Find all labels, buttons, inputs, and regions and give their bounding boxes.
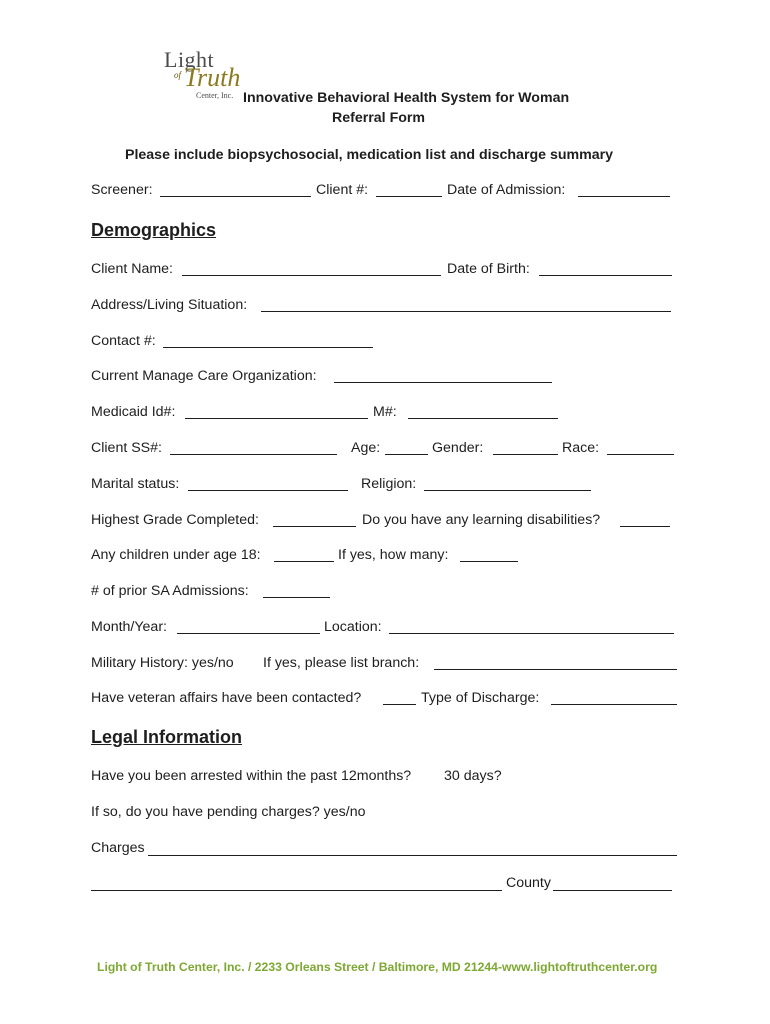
m-number-field[interactable] <box>408 418 558 419</box>
disabilities-field[interactable] <box>620 526 670 527</box>
organization-logo <box>160 45 244 105</box>
county-field[interactable] <box>553 890 672 891</box>
logo-text-truth: Truth <box>184 63 241 92</box>
children-label: Any children under age 18: <box>91 547 261 563</box>
month-year-label: Month/Year: <box>91 619 167 635</box>
month-year-field[interactable] <box>177 633 320 634</box>
screener-label: Screener: <box>91 182 153 198</box>
branch-field[interactable] <box>434 669 677 670</box>
race-field[interactable] <box>607 454 674 455</box>
children-field[interactable] <box>274 561 334 562</box>
admission-date-label: Date of Admission: <box>447 182 566 198</box>
marital-field[interactable] <box>188 490 348 491</box>
discharge-field[interactable] <box>551 704 677 705</box>
logo-text-center: Center, Inc. <box>196 91 234 100</box>
dob-label: Date of Birth: <box>447 261 530 277</box>
age-field[interactable] <box>385 454 428 455</box>
pending-charges-label: If so, do you have pending charges? yes/no <box>91 804 366 820</box>
contact-field[interactable] <box>163 347 373 348</box>
client-number-label: Client #: <box>316 182 369 198</box>
location-field[interactable] <box>389 633 674 634</box>
client-name-field[interactable] <box>182 275 441 276</box>
client-number-field[interactable] <box>376 196 442 197</box>
arrested-label: Have you been arrested within the past 12months? <box>91 768 412 784</box>
charges-label: Charges <box>91 840 145 856</box>
legal-heading: Legal Information <box>91 727 243 747</box>
form-subtitle: Referral Form <box>332 110 426 126</box>
gender-label: Gender: <box>432 440 484 456</box>
ssn-field[interactable] <box>170 454 337 455</box>
thirty-days-label: 30 days? <box>444 768 502 784</box>
logo-text-light: Light <box>164 47 215 72</box>
dob-field[interactable] <box>539 275 672 276</box>
how-many-field[interactable] <box>460 561 518 562</box>
medicaid-field[interactable] <box>185 418 368 419</box>
branch-label: If yes, please list branch: <box>263 655 420 671</box>
religion-field[interactable] <box>424 490 591 491</box>
demographics-heading: Demographics <box>91 220 217 240</box>
footer-address: Light of Truth Center, Inc. / 2233 Orleans Street / Baltimore, MD 21244-www.lightoftruthcenter.org <box>97 960 658 974</box>
grade-label: Highest Grade Completed: <box>91 512 259 528</box>
charges-field[interactable] <box>148 855 677 856</box>
contact-label: Contact #: <box>91 333 156 349</box>
military-label: Military History: yes/no <box>91 655 234 671</box>
admission-date-field[interactable] <box>578 196 670 197</box>
disabilities-label: Do you have any learning disabilities? <box>362 512 601 528</box>
charges-field-continued[interactable] <box>91 890 502 891</box>
medicaid-label: Medicaid Id#: <box>91 404 176 420</box>
religion-label: Religion: <box>361 476 417 492</box>
ssn-label: Client SS#: <box>91 440 162 456</box>
address-label: Address/Living Situation: <box>91 297 248 313</box>
logo-text-of: of <box>174 70 182 80</box>
form-instruction: Please include biopsychosocial, medication list and discharge summary <box>125 147 614 163</box>
marital-label: Marital status: <box>91 476 180 492</box>
county-label: County <box>506 875 551 891</box>
client-name-label: Client Name: <box>91 261 174 277</box>
grade-field[interactable] <box>273 526 356 527</box>
discharge-label: Type of Discharge: <box>421 690 540 706</box>
mco-field[interactable] <box>334 382 552 383</box>
mco-label: Current Manage Care Organization: <box>91 368 317 384</box>
veteran-field[interactable] <box>383 704 416 705</box>
address-field[interactable] <box>261 311 671 312</box>
m-number-label: M#: <box>373 404 397 420</box>
race-label: Race: <box>562 440 600 456</box>
gender-field[interactable] <box>493 454 558 455</box>
screener-field[interactable] <box>160 196 311 197</box>
prior-sa-label: # of prior SA Admissions: <box>91 583 249 599</box>
form-title: Innovative Behavioral Health System for Woman <box>243 90 570 106</box>
prior-sa-field[interactable] <box>263 597 330 598</box>
how-many-label: If yes, how many: <box>338 547 449 563</box>
age-label: Age: <box>351 440 381 456</box>
location-label: Location: <box>324 619 382 635</box>
veteran-label: Have veteran affairs have been contacted? <box>91 690 362 706</box>
